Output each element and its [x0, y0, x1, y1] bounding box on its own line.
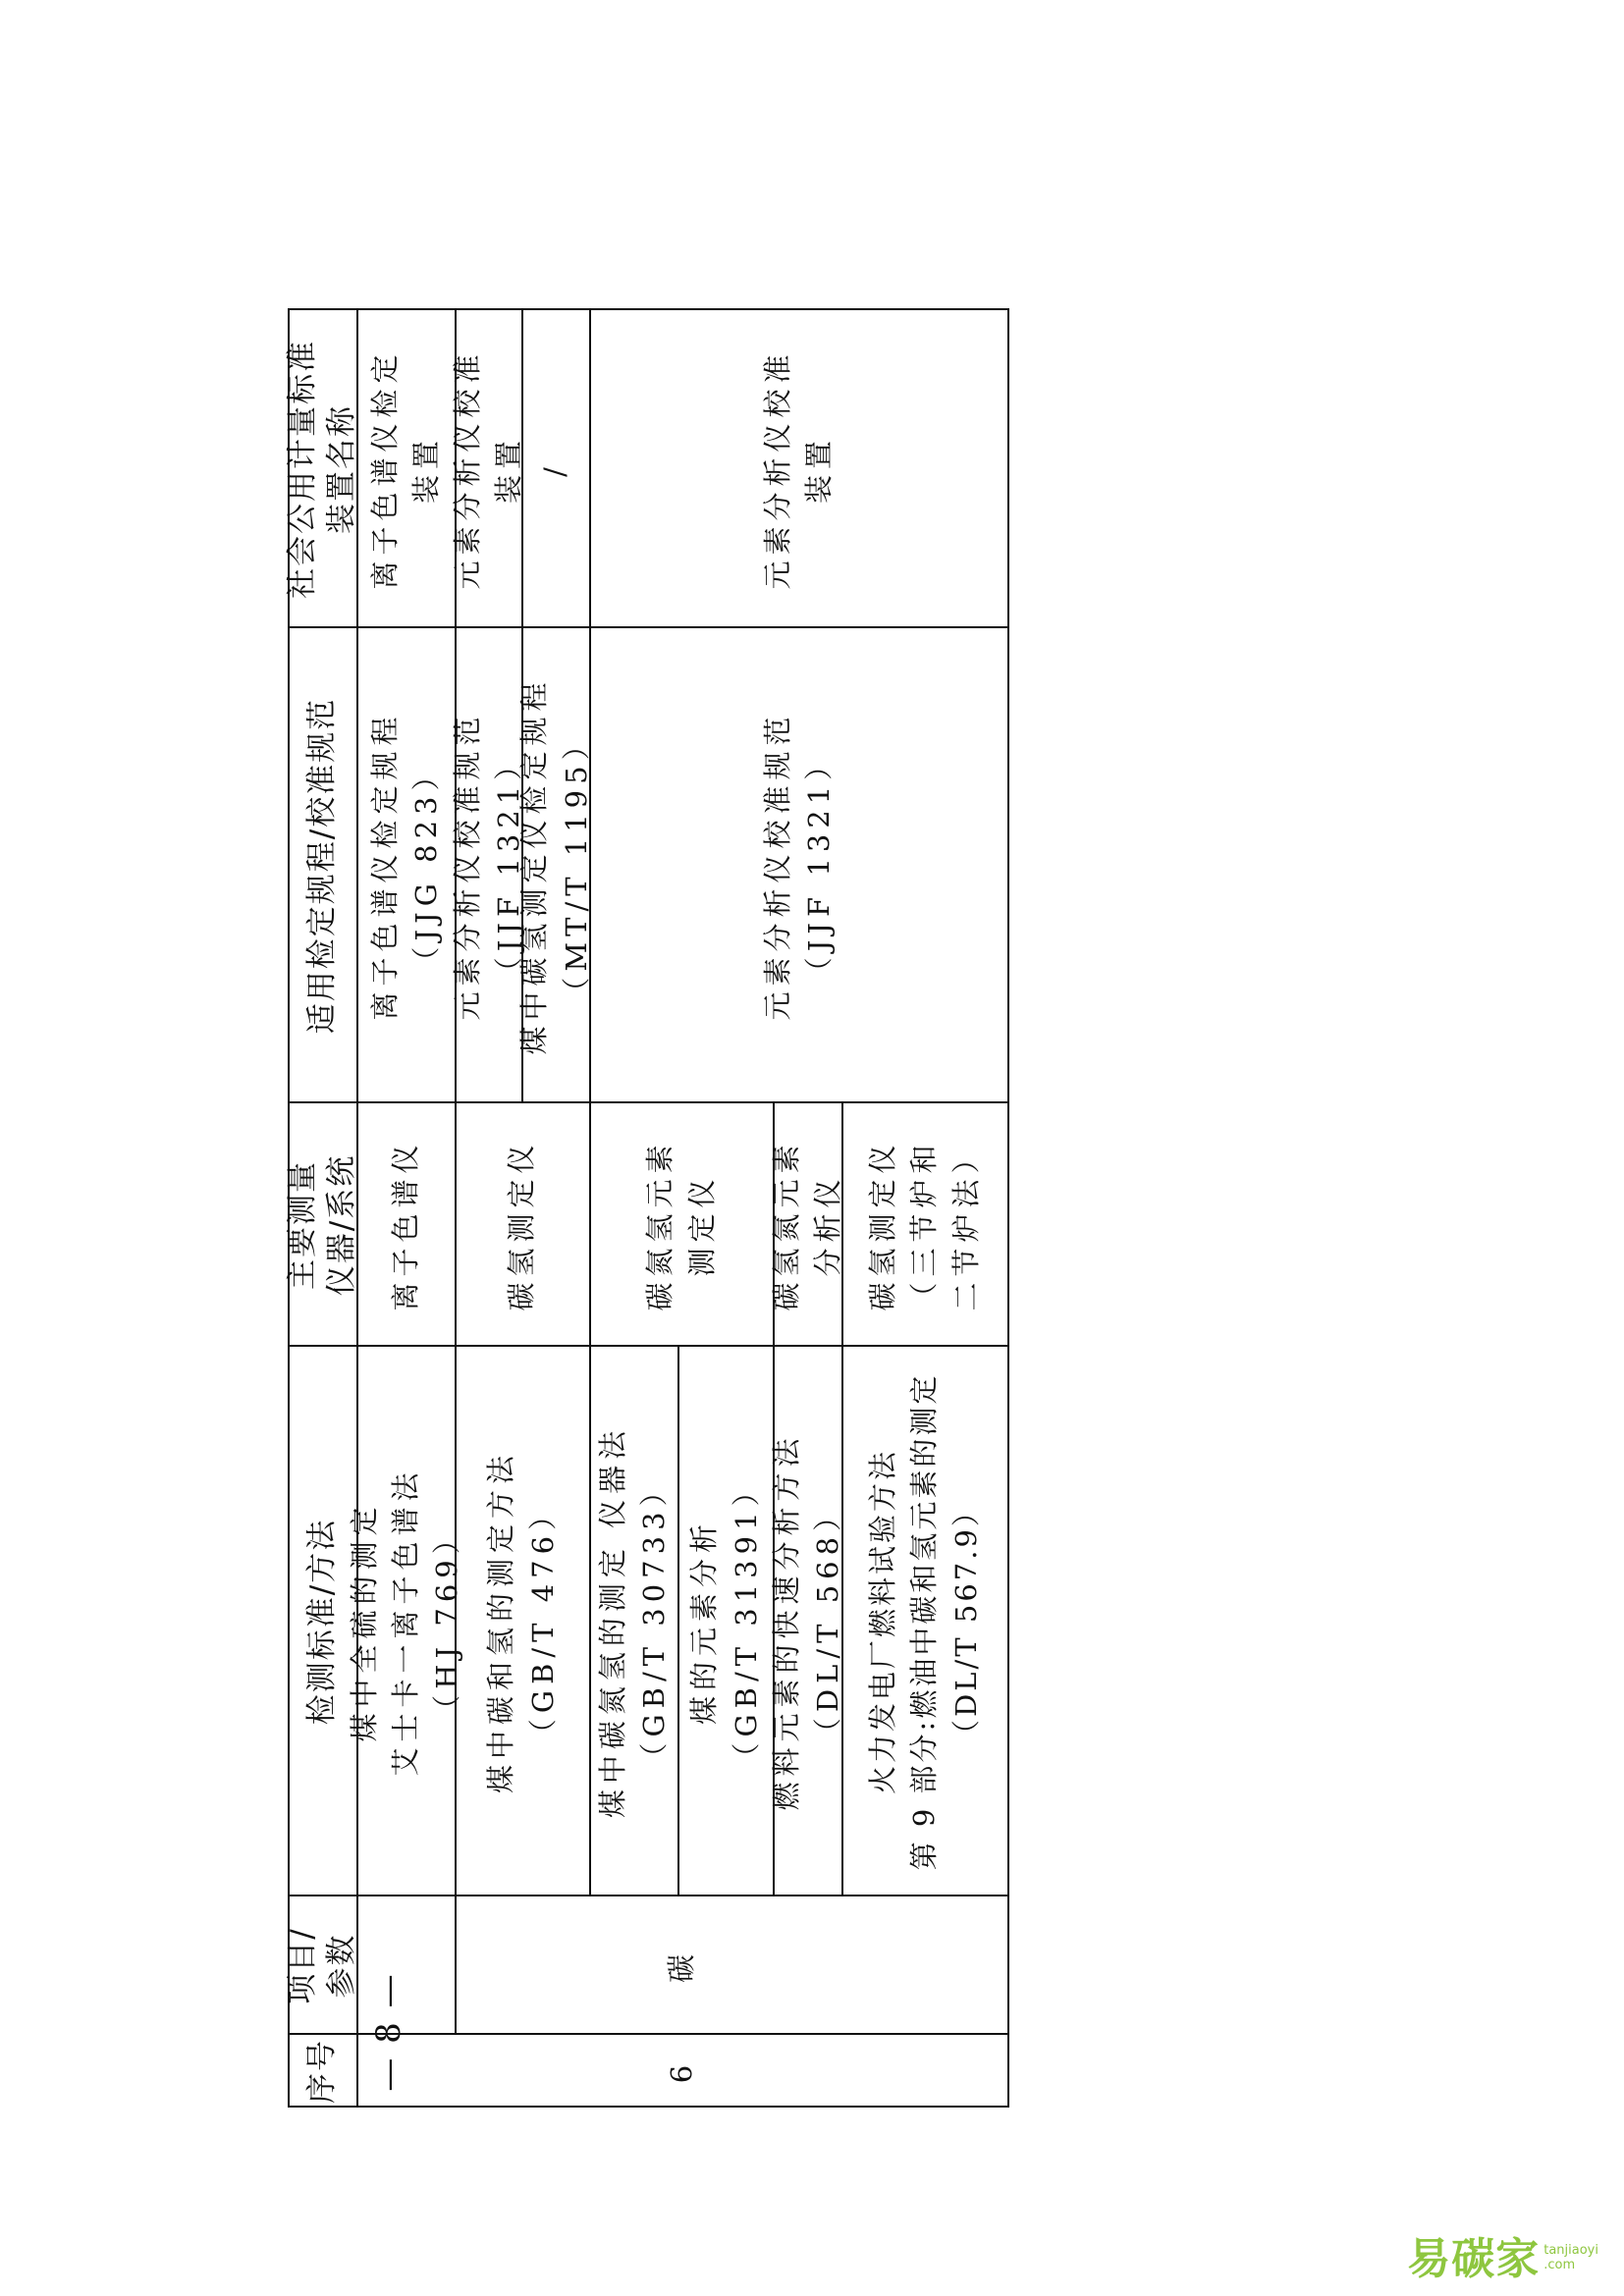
instrument-ch-furnace: 碳氢测定仪 （三节炉和 二节炉法）	[866, 1139, 983, 1311]
standard-element-analyzer-b: 元素分析仪校准 装置	[760, 348, 836, 590]
regulation-jjf1321-a: 元素分析仪校准规范 （JJF 1321）	[450, 711, 525, 1021]
header-instrument: 主要测量 仪器/系统	[284, 1153, 359, 1297]
header-regulation: 适用检定规程/校准规范	[303, 697, 340, 1035]
instrument-ion-chromatograph: 离子色谱仪	[388, 1139, 422, 1311]
header-seq: 序号	[303, 2039, 340, 2104]
item-value: 碳	[665, 1949, 699, 1984]
instrument-ch-analyzer: 碳氢测定仪	[505, 1139, 539, 1311]
instrument-cnh-analyzer: 碳氮氢元素 测定仪	[643, 1139, 719, 1311]
header-standard: 社会公用计量标准 装置名称	[284, 340, 359, 599]
regulation-mtt1195: 煤中碳氢测定仪检定规程 （MT/T 1195）	[517, 676, 593, 1055]
method-dlt567-9: 火力发电厂燃料试验方法 第 9 部分:燃油中碳和氢元素的测定 （DL/T 567.9）	[866, 1372, 983, 1871]
page-number: — 8 —	[369, 1972, 408, 2092]
standard-element-analyzer-a: 元素分析仪校准 装置	[450, 348, 525, 590]
instrument-chn-analyzer: 碳氢氮元素 分析仪	[769, 1139, 844, 1311]
header-item: 项目/ 参数	[284, 1927, 359, 2004]
standard-none: /	[538, 461, 572, 477]
header-method: 检测标准/方法	[303, 1518, 340, 1726]
method-gbt30733: 煤中碳氮氢的测定 仪器法 （GB/T 30733）	[595, 1424, 671, 1819]
regulation-jjf1321-b: 元素分析仪校准规范 （JJF 1321）	[760, 711, 836, 1021]
regulation-jjg823: 离子色谱仪检定规程 （JJG 823）	[367, 711, 443, 1021]
method-hj769: 煤中全硫的测定 艾士卡一离子色谱法 （HJ 769）	[347, 1467, 464, 1777]
method-gbt476: 煤中碳和氢的测定方法 （GB/T 476）	[484, 1450, 560, 1794]
standard-ion-chromatograph: 离子色谱仪检定 装置	[367, 348, 443, 590]
method-gbt31391: 煤的元素分析 （GB/T 31391）	[687, 1471, 763, 1772]
seq-value: 6	[665, 2058, 699, 2084]
watermark-logo: 易碳家 tanjiaoyi .com	[1407, 2234, 1598, 2284]
method-dlt568: 燃料元素的快速分析方法 （DL/T 568）	[769, 1432, 844, 1811]
grid-line-h	[1007, 308, 1009, 2108]
rotated-table-page	[284, 250, 1254, 2108]
